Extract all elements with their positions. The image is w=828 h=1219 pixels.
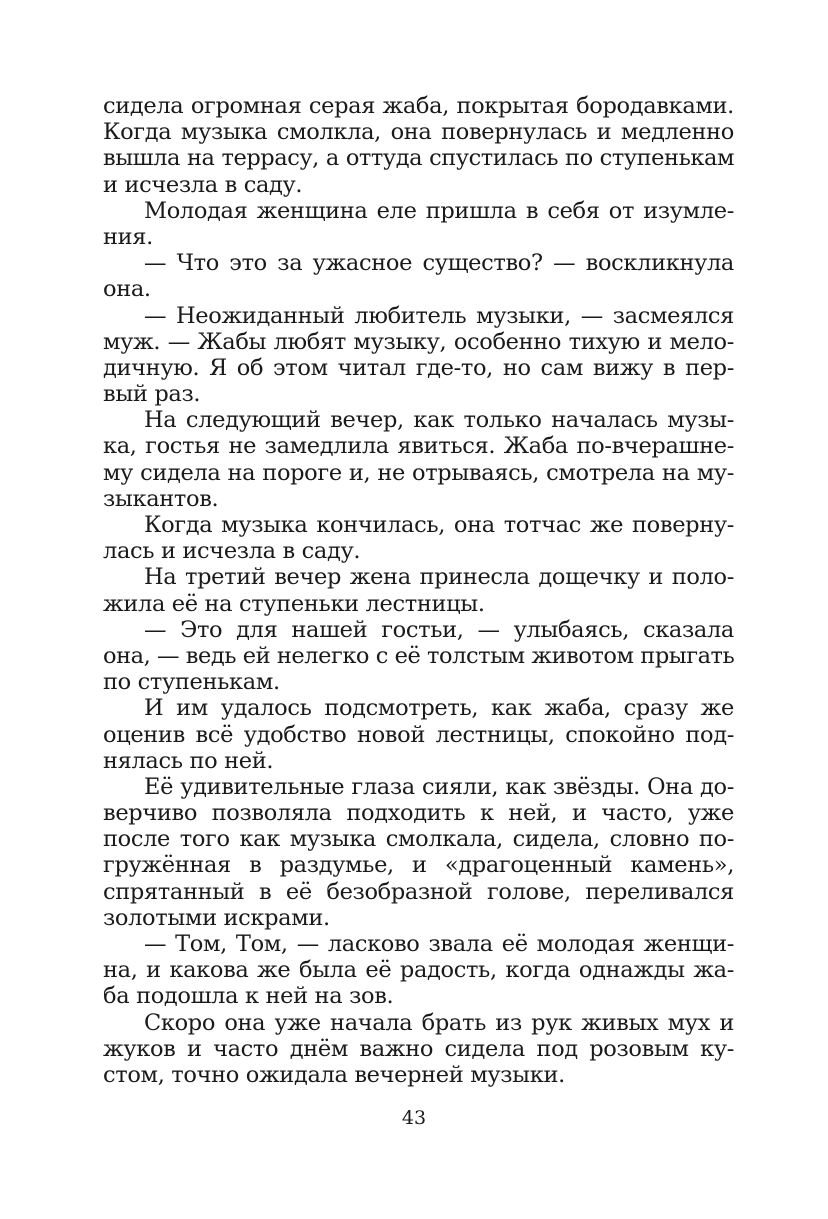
text-line: на, и какова же была её радость, когда однажды жа- (103, 957, 734, 984)
text-line: ба подошла к ней на зов. (103, 983, 394, 1010)
text-line: жила её на ступеньки лестницы. (103, 590, 485, 617)
text-line: Когда музыка смолкла, она повернулась и медленно (103, 119, 734, 146)
page-number: 43 (401, 1107, 427, 1129)
text-line: — Том, Том, — ласково звала её молодая женщи- (144, 931, 734, 957)
text-line: она. (103, 276, 151, 303)
text-line: дичную. Я об этом читал где-то, но сам вижу в пер- (103, 354, 734, 381)
text-line: спрятанный в её безобразной голове, переливался (103, 878, 734, 905)
text-line: сидела огромная серая жаба, покрытая бородавками. (103, 93, 734, 119)
text-line: На третий вечер жена принесла дощечку и поло- (144, 564, 734, 591)
text-line: по ступенькам. (103, 669, 280, 696)
text-line: ка, гостья не замедлила явиться. Жаба по-вчерашне- (103, 433, 734, 460)
text-line: муж. — Жабы любят музыку, особенно тихую и мело- (103, 328, 734, 355)
text-line: после того как музыка смолкала, сидела, словно по- (103, 826, 734, 853)
body-text (103, 93, 734, 1088)
text-line: оценив всё удобство новой лестницы, спокойно под- (103, 721, 734, 748)
text-line: ния. (103, 223, 153, 250)
text-line: гружённая в раздумье, и «драгоценный камень», (103, 852, 734, 879)
text-line: нялась по ней. (103, 747, 274, 774)
text-line: верчиво позволяла подходить к ней, и часто, уже (103, 800, 734, 827)
text-line: — Что это за ужасное существо? — воскликнула (144, 250, 734, 277)
text-line: золотыми искрами. (103, 904, 330, 931)
text-line: Скоро она уже начала брать из рук живых мух и (144, 1009, 734, 1036)
text-line: Молодая женщина еле пришла в себя от изумле- (144, 197, 734, 224)
text-line: жуков и часто днём важно сидела под розовым ку- (103, 1035, 734, 1062)
text-line: вышла на террасу, а оттуда спустилась по ступенькам (103, 145, 734, 172)
text-line: На следующий вечер, как только началась музы- (144, 407, 734, 434)
text-line: и исчезла в саду. (103, 171, 303, 198)
text-line: му сидела на пороге и, не отрываясь, смотрела на му- (103, 459, 734, 486)
text-line: зыкантов. (103, 485, 219, 512)
text-line: И им удалось подсмотреть, как жаба, сразу же (144, 695, 734, 722)
text-line: стом, точно ожидала вечерней музыки. (103, 1061, 565, 1088)
text-line: Её удивительные глаза сияли, как звёзды. Она до- (144, 773, 734, 800)
text-line: вый раз. (103, 381, 201, 408)
text-line: — Это для нашей гостьи, — улыбаясь, сказала (144, 616, 734, 643)
text-line: она, — ведь ей нелегко с её толстым животом прыгать (103, 642, 735, 669)
text-line: лась и исчезла в саду. (103, 538, 361, 565)
text-line: — Неожиданный любитель музыки, — засмеялся (144, 302, 734, 329)
text-line: Когда музыка кончилась, она тотчас же поверну- (144, 512, 734, 538)
